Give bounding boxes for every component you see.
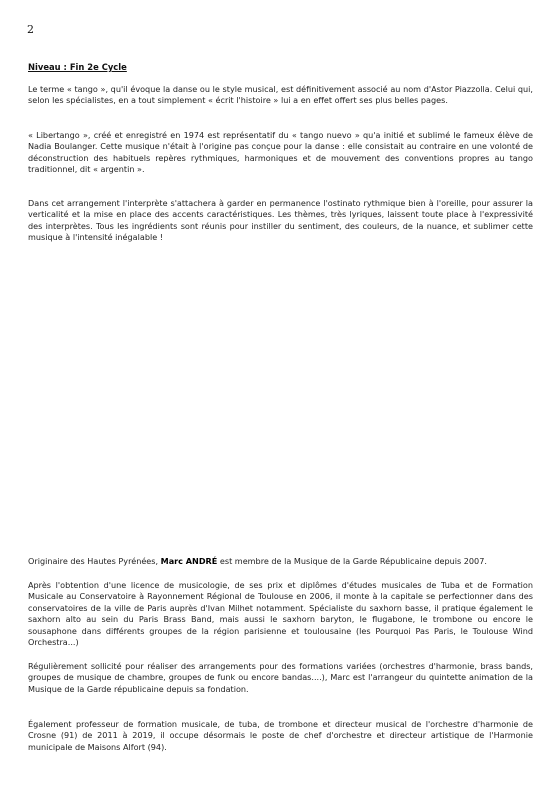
- description-paragraph-1: Le terme « tango », qu'il évoque la danse ou le style musical, est définitivement associé au nom d'Astor Piazzolla. Celui qui, selon les spécialistes, en a tout simplement « écrit l'histoire » lui a en effet offert ses plus belles pages.: [28, 84, 533, 106]
- bio-paragraph-2: Régulièrement sollicité pour réaliser des arrangements pour des formations variées (orchestres d'harmonie, brass bands, groupes de musique de chambre, groupes de funk ou encore bandas....), Marc est l'arrangeur du quintette animation de la Musique de la Garde républicaine depuis sa fondation.: [28, 661, 533, 694]
- bio-paragraph-1: Après l'obtention d'une licence de musicologie, de ses prix et diplômes d'études musicales de Tuba et de Formation Musicale au Conservatoire à Rayonnement Régional de Toulouse en 2006, il monte à la capitale se perfectionner dans des conservatoires de la ville de Paris auprès d'Ivan Milhet notamment. Spécialiste du saxhorn basse, il pratique également le saxhorn alto au sein du Paris Brass Band, mais aussi le saxhorn baryton, le flugabone, le trombone ou encore le sousaphone dans différents groupes de la région parisienne et toulousaine (les Pourquoi Pas Paris, le Toulouse Wind Orchestra...): [28, 580, 533, 648]
- page-number: 2: [27, 23, 34, 36]
- level-heading: Niveau : Fin 2e Cycle: [28, 62, 127, 72]
- bio-intro-paragraph: [28, 556, 533, 567]
- bio-intro-before: Originaire des Hautes Pyrénées,: [28, 556, 161, 566]
- bio-intro-after: est membre de la Musique de la Garde Républicaine depuis 2007.: [217, 556, 487, 566]
- bio-paragraph-3: Également professeur de formation musicale, de tuba, de trombone et directeur musical de l'orchestre d'harmonie de Crosne (91) de 2011 à 2019, il occupe désormais le poste de chef d'orchestre et directeur artistique de l'Harmonie municipale de Maisons Alfort (94).: [28, 719, 533, 752]
- description-paragraph-2: « Libertango », créé et enregistré en 1974 est représentatif du « tango nuevo » qu'a initié et sublimé le fameux élève de Nadia Boulanger. Cette musique n'était à l'origine pas conçue pour la danse : elle consistait au contraire en une volonté de déconstruction des habituels repères rythmiques, harmoniques et de mouvement des conventions propres au tango traditionnel, dit « argentin ».: [28, 130, 533, 175]
- description-paragraph-3: Dans cet arrangement l'interprète s'attachera à garder en permanence l'ostinato rythmique bien à l'oreille, pour assurer la verticalité et la mise en place des accents caractéristiques. Les thèmes, très lyriques, laissent toute place à l'expressivité des interprètes. Tous les ingrédients sont réunis pour instiller du sentiment, des couleurs, de la nuance, et sublimer cette musique à l'intensité inégalable !: [28, 198, 533, 243]
- composer-name: Marc ANDRÉ: [160, 556, 218, 566]
